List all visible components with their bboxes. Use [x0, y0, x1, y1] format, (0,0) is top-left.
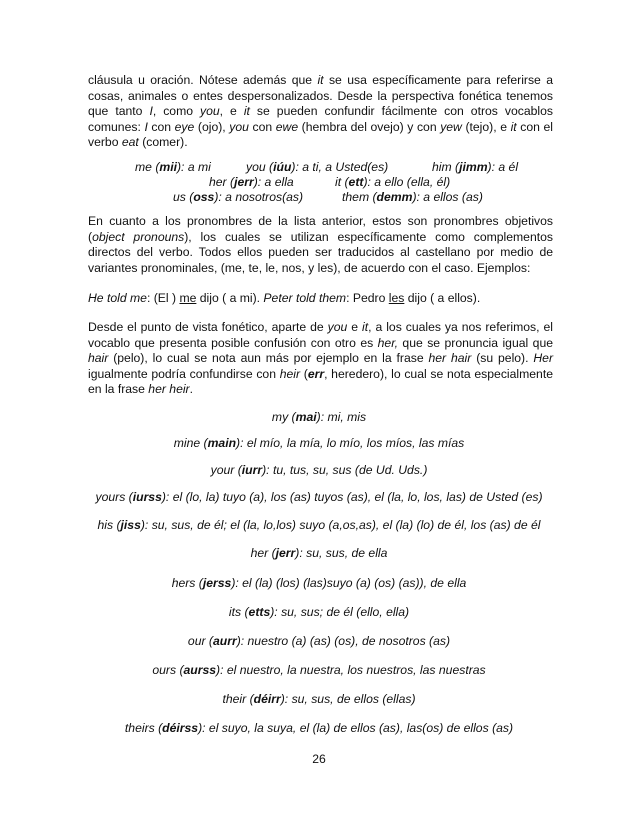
- word-you: you: [200, 104, 220, 118]
- pronoun-them: them (demm): a ellos (as): [342, 190, 483, 204]
- possessive-item: her (jerr): su, sus, de ella: [250, 546, 388, 560]
- word-yew: yew: [440, 119, 462, 134]
- page-number: 26: [312, 752, 326, 766]
- pronoun-it: it (ett): a ello (ella, él): [335, 175, 451, 189]
- intro-text: se usa específicamente para referirse a cosas, animales o entes despersonalizados. Desde la perspectiva fonética tenemos que tanto: [88, 73, 553, 118]
- pronoun-him: him (jimm): a él: [432, 160, 519, 174]
- phonetic-paragraph: Desde el punto de vista fonético, aparte de you e it, a los cuales ya nos referimos, el vocablo que presenta posible confusión con otro es her, que se pronuncia igual que hair (pelo), lo cual se nota aun más por ejemplo en la frase her hair (su pelo). Her igualmente podría confundirse con heir (err, heredero), lo cual se nota especialmente en la frase her heir.: [88, 320, 554, 396]
- examples-line: He told me: (El ) me dijo ( a mi). Peter told them: Pedro les dijo ( a ellos).: [88, 291, 481, 305]
- possessive-item: their (déirr): su, sus, de ellos (ellas): [222, 692, 416, 706]
- word-i: I: [149, 104, 153, 118]
- possessive-item: its (etts): su, sus; de él (ello, ella): [228, 605, 410, 619]
- word-ewe: ewe: [275, 119, 299, 134]
- pronoun-you: you (iúu): a ti, a Usted(es): [246, 160, 389, 174]
- possessive-item: your (iurr): tu, tus, su, sus (de Ud. Uds.): [210, 463, 428, 477]
- possessive-item: hers (jerss): el (la) (los) (las)suyo (a) (os) (as)), de ella: [171, 576, 467, 590]
- example-english: He told me: [88, 291, 147, 305]
- intro-text: con: [248, 119, 276, 134]
- example-english: Peter told them: [263, 291, 347, 305]
- word-it: it: [243, 104, 250, 118]
- intro-paragraph: [88, 73, 553, 151]
- possessive-item: yours (iurss): el (lo, la) tuyo (a), los (as) tuyos (as), el (la, lo, los, las) de Usted (es): [95, 490, 543, 504]
- intro-text: (tejo), e: [461, 119, 511, 134]
- possessive-item: mine (main): el mío, la mía, lo mío, los míos, las mías: [173, 436, 465, 450]
- pronoun-her: her (jerr): a ella: [209, 175, 294, 189]
- word-eye: eye: [174, 119, 195, 134]
- word-eat: eat: [121, 135, 139, 149]
- intro-text: , como: [152, 104, 201, 118]
- intro-text: , e: [219, 104, 244, 118]
- intro-text: (ojo),: [194, 119, 230, 134]
- word-you: you: [229, 119, 249, 134]
- intro-text: con: [147, 119, 175, 134]
- pronoun-us: us (oss): a nosotros(as): [173, 190, 304, 204]
- intro-text: (hembra del ovejo) y con: [298, 119, 441, 134]
- intro-text: se pueden confundir fácilmente con otros vocablos comunes:: [88, 104, 553, 134]
- intro-text: con el verbo: [88, 119, 553, 149]
- possessive-item: ours (aurss): el nuestro, la nuestra, los nuestros, las nuestras: [152, 663, 486, 677]
- object-pronouns-paragraph: En cuanto a los pronombres de la lista anterior, estos son pronombres objetivos (object pronouns), los cuales se utilizan específicamente como complementos directos del verbo. Todos ellos pueden ser traducidos al castellano por medio de variantes pronominales, (me, te, le, nos, y les), de acuerdo con el caso. Ejemplos:: [88, 214, 553, 275]
- intro-text: cláusula u oración. Nótese además que: [88, 73, 318, 87]
- word-it: it: [510, 119, 517, 134]
- possessive-item: my (mai): mi, mis: [271, 410, 367, 424]
- possessive-item: theirs (déirss): el suyo, la suya, el (la) de ellos (as), las(os) de ellos (as): [124, 721, 514, 735]
- word-i: I: [144, 119, 148, 134]
- intro-text: (comer).: [138, 135, 188, 149]
- possessive-item: our (aurr): nuestro (a) (as) (os), de nosotros (as): [187, 634, 451, 648]
- pronoun-me: me (mii): a mi: [135, 160, 211, 174]
- possessive-item: his (jiss): su, sus, de él; el (la, lo,los) suyo (a,os,as), el (la) (lo) de él, los (as) de él: [97, 518, 541, 532]
- word-it: it: [317, 73, 324, 87]
